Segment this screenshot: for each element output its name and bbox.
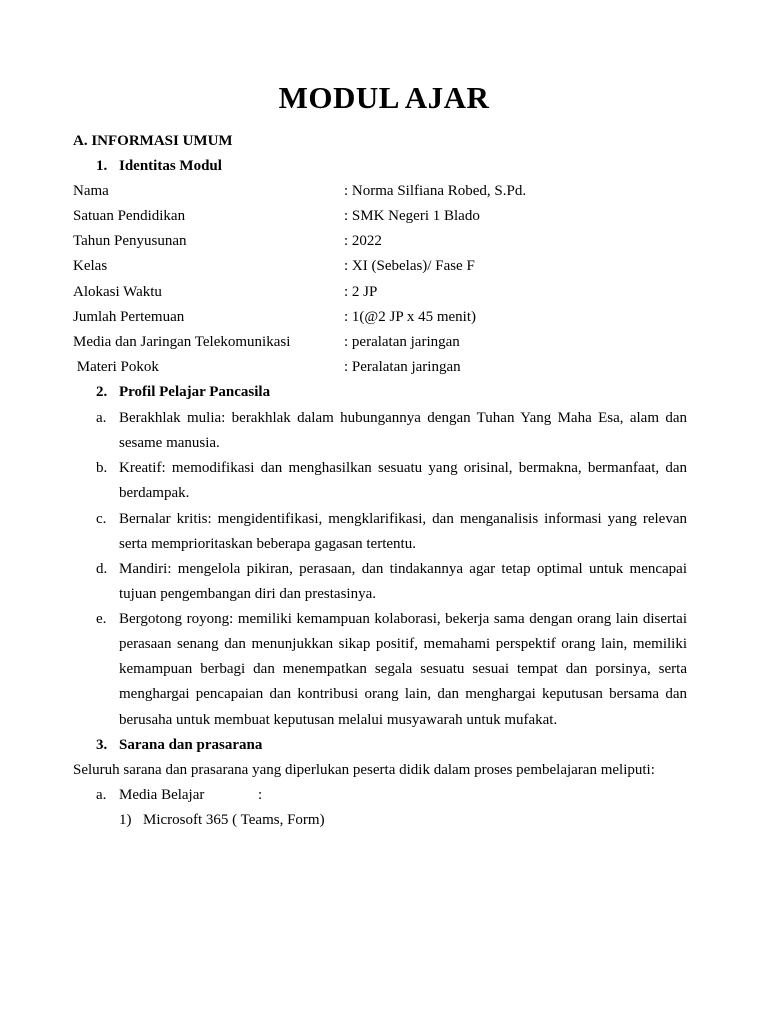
row-label: Alokasi Waktu: [73, 284, 162, 300]
list-line: menghargai pencapaian dan kontribusi orang lain, dan menghargai keputusan bersama dan: [119, 686, 687, 702]
media-item-text: Microsoft 365 ( Teams, Form): [143, 812, 325, 828]
list-line: Bernalar kritis: mengidentifikasi, mengklarifikasi, dan menganalisis informasi yang relevan: [119, 511, 687, 527]
row-label: Nama: [73, 183, 109, 199]
media-label: Media Belajar: [119, 787, 205, 803]
row-value: : 1(@2 JP x 45 menit): [344, 309, 477, 325]
row-label: Satuan Pendidikan: [73, 208, 186, 224]
identitas-heading: Identitas Modul: [119, 158, 222, 174]
list-line: perasaan senang dan menunjukkan sikap positif, memahami perspektif orang lain, memiliki: [119, 636, 687, 652]
list-line: Bergotong royong: memiliki kemampuan kolaborasi, bekerja sama dengan orang lain disertai: [119, 611, 687, 627]
list-line: serta memprioritaskan beberapa gagasan tertentu.: [119, 536, 416, 552]
row-label: Media dan Jaringan Telekomunikasi: [73, 334, 291, 350]
list-line: berusaha untuk membuat keputusan melalui musyawarah untuk mufakat.: [119, 712, 558, 728]
row-value: : Peralatan jaringan: [344, 359, 461, 375]
sarana-number: 3.: [96, 737, 108, 753]
list-line: Kreatif: memodifikasi dan menghasilkan sesuatu yang orisinal, bermakna, bermanfaat, dan: [119, 460, 687, 476]
list-line: tujuan pengembangan diri dan prestasinya.: [119, 586, 377, 602]
row-value: : XI (Sebelas)/ Fase F: [344, 258, 475, 274]
list-letter: e.: [96, 611, 107, 627]
row-label: Materi Pokok: [73, 359, 159, 375]
list-line: sesame manusia.: [119, 435, 220, 451]
media-colon: :: [258, 787, 263, 803]
list-line: berdampak.: [119, 485, 190, 501]
list-letter: b.: [96, 460, 108, 476]
sarana-intro: Seluruh sarana dan prasarana yang diperlukan peserta didik dalam proses pembelajaran meliputi:: [73, 762, 655, 778]
profil-number: 2.: [96, 384, 108, 400]
row-value: : Norma Silfiana Robed, S.Pd.: [344, 183, 527, 199]
row-value: : 2022: [344, 233, 382, 249]
list-line: Mandiri: mengelola pikiran, perasaan, dan tindakannya agar tetap optimal untuk mencapai: [119, 561, 687, 577]
section-a-heading: A. INFORMASI UMUM: [73, 133, 233, 149]
list-line: Berakhlak mulia: berakhlak dalam hubungannya dengan Tuhan Yang Maha Esa, alam dan: [119, 410, 687, 426]
list-letter: a.: [96, 410, 107, 426]
row-value: : 2 JP: [344, 284, 378, 300]
row-value: : SMK Negeri 1 Blado: [344, 208, 480, 224]
media-letter: a.: [96, 787, 107, 803]
row-value: : peralatan jaringan: [344, 334, 460, 350]
media-item-number: 1): [119, 812, 132, 828]
list-line: kemampuan berbagi dan menempatkan segala sesuatu sesuai tempat dan porsinya, serta: [119, 661, 687, 677]
row-label: Jumlah Pertemuan: [73, 309, 185, 325]
document-title: MODUL AJAR: [278, 80, 490, 115]
row-label: Tahun Penyusunan: [73, 233, 187, 249]
row-label: Kelas: [73, 258, 108, 274]
identitas-number: 1.: [96, 158, 108, 174]
list-letter: d.: [96, 561, 108, 577]
sarana-heading: Sarana dan prasarana: [119, 737, 263, 753]
profil-heading: Profil Pelajar Pancasila: [119, 384, 271, 400]
list-letter: c.: [96, 511, 107, 527]
